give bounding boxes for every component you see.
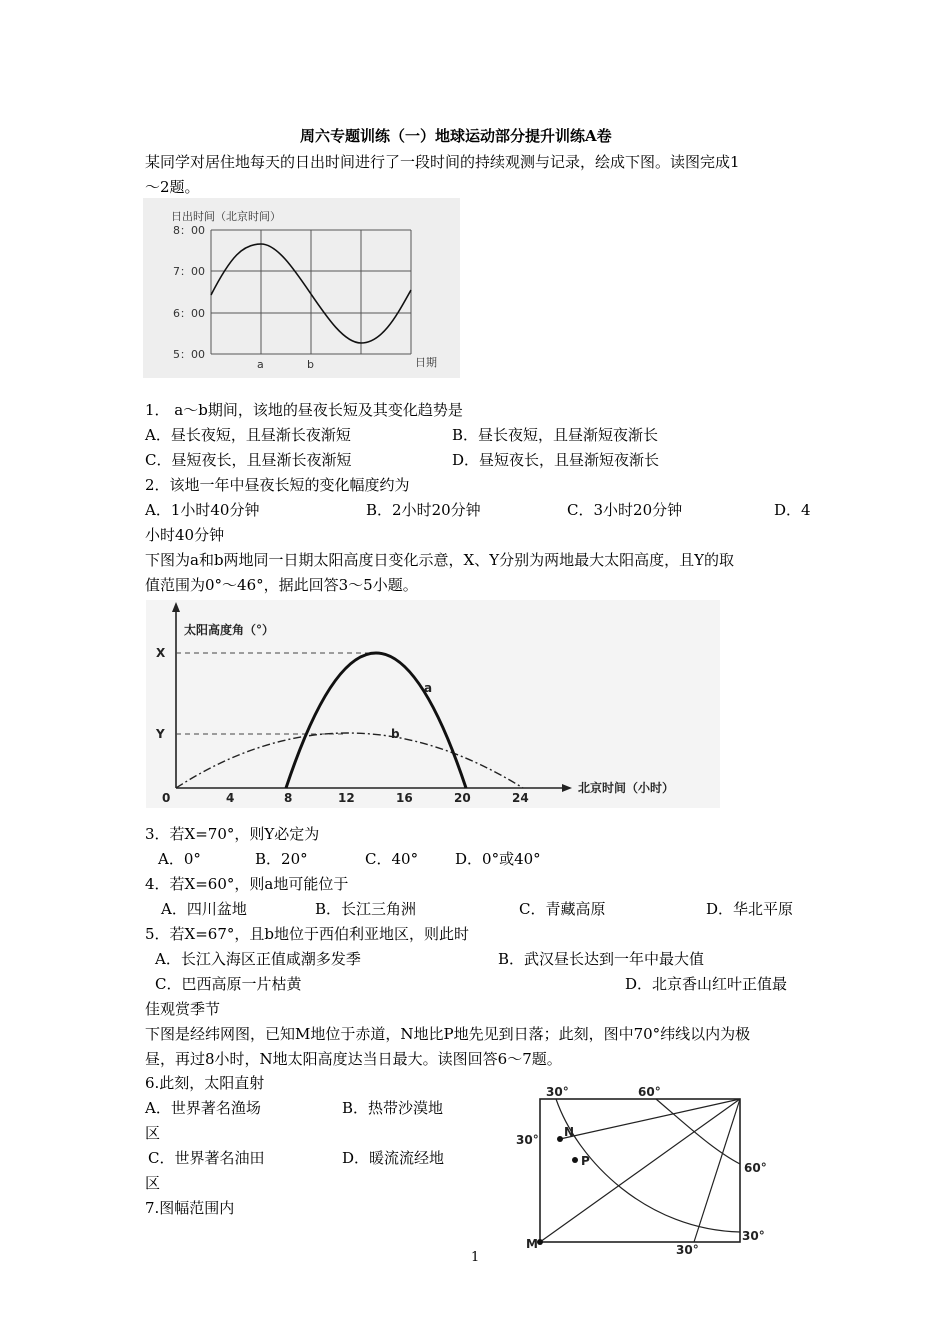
q1-option-a: A．昼长夜短，且昼渐长夜渐短 [145,426,351,444]
q5-stem: 5．若X=67°，且b地位于西伯利亚地区，则此时 [145,925,469,943]
intro-1-line-1: 某同学对居住地每天的日出时间进行了一段时间的持续观测与记录，绘成下图。读图完成1 [145,153,740,171]
fig3-label: 60° [744,1161,767,1175]
fig2-ylabel: 太阳高度角（°） [184,623,275,637]
intro-3-line-2: 昼，再过8小时，N地太阳高度达当日最大。读图回答6～7题。 [145,1050,562,1068]
q5-option-d: D．北京香山红叶正值最 [625,975,788,993]
fig3-point-label-p: P [581,1154,590,1168]
graticule-map [508,1082,770,1254]
fig2-xlabel: 北京时间（小时） [578,781,675,795]
q4-stem: 4．若X=60°，则a地可能位于 [145,875,349,893]
fig3-label: 30° [742,1229,765,1243]
q2-option-a: A．1小时40分钟 [145,501,260,519]
intro-3-line-1: 下图是经纬网图，已知M地位于赤道，N地比P地先见到日落；此刻，图中70°纬线以内为极 [145,1025,751,1043]
q3-option-c: C．40° [365,850,419,868]
fig3-point-label-m: M [526,1237,538,1251]
fig3-label: 30° [546,1085,569,1099]
q1-option-c: C．昼短夜长，且昼渐长夜渐短 [145,451,352,469]
q4-option-c: C．青藏高原 [519,900,606,918]
q3-option-a: A．0° [158,850,201,868]
fig3-label: 30° [516,1133,539,1147]
sun-altitude-chart [146,600,720,808]
intro-2-line-1: 下图为a和b两地同一日期太阳高度日变化示意，X、Y分别为两地最大太阳高度，且Y的取 [145,551,735,569]
q3-option-d: D．0°或40° [455,850,541,868]
fig3-point-label-n: N [564,1125,575,1139]
fig1-ytick: 6：00 [173,307,205,320]
fig1-ytick: 5：00 [173,348,205,361]
point-p [572,1157,578,1163]
q5-option-a: A．长江入海区正值咸潮多发季 [155,950,361,968]
q3-stem: 3．若X=70°，则Y必定为 [145,825,320,843]
point-n [557,1136,563,1142]
q2-stem: 2．该地一年中昼夜长短的变化幅度约为 [145,476,410,494]
q5-option-c: C．巴西高原一片枯黄 [155,975,302,993]
fig3-label: 60° [638,1085,661,1099]
fig2-xtick: 24 [512,791,529,805]
fig2-xtick: 4 [226,791,235,805]
q6-option-b: B．热带沙漠地 [342,1099,444,1117]
fig1-xlabel: 日期 [415,356,437,369]
q2-option-b: B．2小时20分钟 [366,501,481,519]
fig1-ylabel: 日出时间（北京时间） [171,210,281,223]
q6-option-c: C．世界著名油田 [148,1149,265,1167]
fig2-xtick: 20 [454,791,471,805]
fig2-xtick: 16 [396,791,413,805]
q2-option-c: C．3小时20分钟 [567,501,683,519]
curve-label-a: a [424,681,433,695]
fig1-ytick: 8：00 [173,224,205,237]
curve-label-b: b [391,727,400,741]
fig2-ymark-x: X [156,646,166,660]
fig1-xmark-b: b [307,358,314,371]
q1-option-b: B．昼长夜短，且昼渐短夜渐长 [452,426,659,444]
q6-option-a: A．世界著名渔场 [145,1099,261,1117]
sunrise-chart [143,198,460,378]
page-number: 1 [471,1250,480,1265]
q5-option-d-cont: 佳观赏季节 [145,1000,221,1018]
q1-option-d: D．昼短夜长，且昼渐短夜渐长 [452,451,660,469]
q6-option-a-cont: 区 [145,1124,161,1142]
q3-option-b: B．20° [255,850,308,868]
intro-2-line-2: 值范围为0°～46°，据此回答3～5小题。 [145,576,418,594]
fig3-label: 30° [676,1243,699,1254]
fig1-xmark-a: a [257,358,264,371]
q4-option-a: A．四川盆地 [161,900,247,918]
q2-option-d-cont: 小时40分钟 [145,526,225,544]
fig2-xtick: 12 [338,791,355,805]
q1-stem: 1． a～b期间，该地的昼夜长短及其变化趋势是 [145,401,463,419]
q6-option-d: D．暖流流经地 [342,1149,445,1167]
q6-option-c-cont: 区 [145,1174,161,1192]
fig1-ytick: 7：00 [173,265,205,278]
q4-option-b: B．长江三角洲 [315,900,417,918]
fig2-xtick: 8 [284,791,293,805]
fig2-ymark-y: Y [156,727,165,741]
q7-stem: 7.图幅范围内 [145,1199,235,1217]
fig2-origin: 0 [162,791,171,805]
q6-stem: 6.此刻，太阳直射 [145,1074,265,1092]
q2-option-d: D．4 [774,501,811,519]
q5-option-b: B．武汉昼长达到一年中最大值 [498,950,705,968]
intro-1-line-2: ～2题。 [145,178,200,196]
q4-option-d: D．华北平原 [706,900,794,918]
page-title: 周六专题训练（一）地球运动部分提升训练A卷 [300,127,612,145]
